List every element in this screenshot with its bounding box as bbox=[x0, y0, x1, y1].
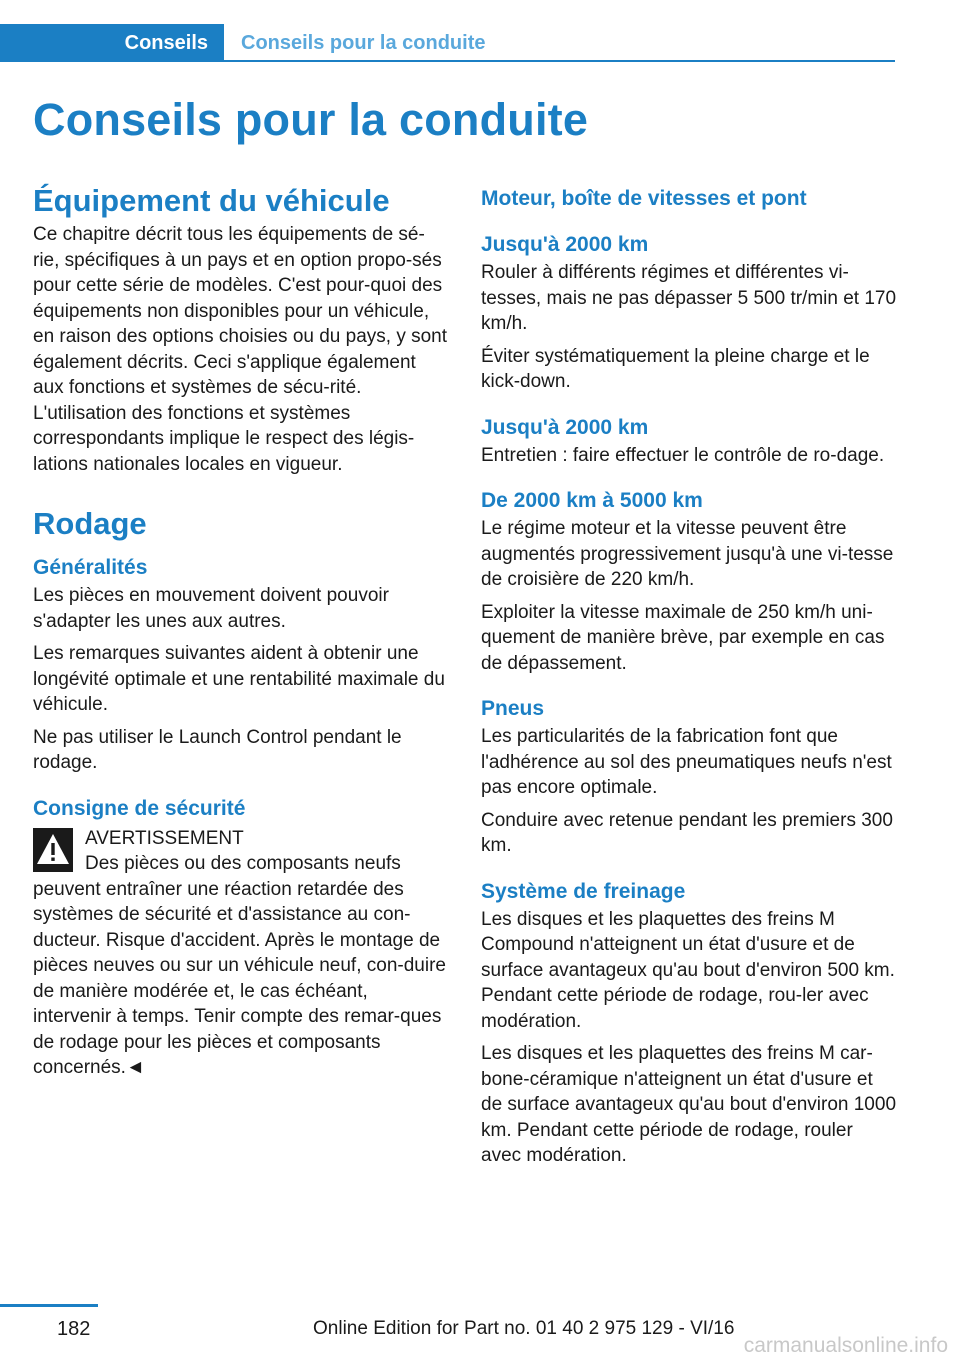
jusqua-2000-heading-1: Jusqu'à 2000 km bbox=[481, 233, 649, 256]
freinage-paragraph-2: Les disques et les plaquettes des freins M car-bone-céramique n'atteignent un état d'usure et de surface avantageux qu'au bout d'environ 1000 km. Pendant cette période de rodage, rouler avec modération. bbox=[481, 1043, 897, 1166]
pneus-paragraph-1: Les particularités de la fabrication font que l'adhérence au sol des pneumatiques neufs n'est pas encore optimale. bbox=[481, 726, 892, 798]
right-column bbox=[481, 180, 897, 1176]
left-column bbox=[33, 180, 449, 1088]
equipment-heading: Équipement du véhicule bbox=[33, 183, 390, 218]
de-2000-a-5000-paragraph-1: Le régime moteur et la vitesse peuvent être augmentés progressivement jusqu'à une vi-tesse de croisière de 220 km/h. bbox=[481, 518, 894, 590]
generalites-heading: Généralités bbox=[33, 556, 148, 579]
generalites-paragraph-3: Ne pas utiliser le Launch Control pendant le rodage. bbox=[33, 726, 402, 773]
pneus-heading: Pneus bbox=[481, 697, 545, 720]
jusqua-2000-paragraph-2: Éviter systématiquement la pleine charge et le kick-down. bbox=[481, 345, 870, 392]
jusqua-2000-paragraph-1: Rouler à différents régimes et différentes vi-tesses, mais ne pas dépasser 5 500 tr/min et 170 km/h. bbox=[481, 262, 897, 334]
generalites-paragraph-2: Les remarques suivantes aident à obtenir une longévité optimale et une rentabilité maximale du véhicule. bbox=[33, 643, 445, 715]
jusqua-2000-heading-2: Jusqu'à 2000 km bbox=[481, 415, 649, 439]
generalites-paragraph-1: Les pièces en mouvement doivent pouvoir s'adapter les unes aux autres. bbox=[33, 585, 389, 632]
header-bar bbox=[0, 0, 895, 62]
watermark: carmanualsonline.info bbox=[743, 1334, 948, 1357]
equipment-text: Ce chapitre décrit tous les équipements de sé-rie, spécifiques à un pays et en option propo-sés pour cette série de modèles. C'est pour-quoi des équipements non disponibles pour un véhicule, en raison des options choisies ou du pays, y sont également décrits. Ceci s'applique également aux fonctions et systèmes de sécu-rité. L'utilisation des fonctions et systèmes correspondants implique le respect des légis-lations nationales locales en vigueur. bbox=[33, 224, 448, 475]
page-number: 182 bbox=[57, 1318, 91, 1340]
entretien-paragraph: Entretien : faire effectuer le contrôle de ro-dage. bbox=[481, 444, 885, 466]
tab-conseils-conduite[interactable]: Conseils pour la conduite bbox=[241, 31, 486, 54]
freinage-paragraph-1: Les disques et les plaquettes des freins M Compound n'atteignent un état d'usure et de surface avantageux qu'au bout d'environ 500 km. Pendant cette période de rodage, rou-ler avec modération. bbox=[481, 908, 895, 1032]
warning-triangle-icon bbox=[33, 828, 73, 872]
securite-heading: Consigne de sécurité bbox=[33, 796, 246, 820]
de-2000-a-5000-paragraph-2: Exploiter la vitesse maximale de 250 km/h uni-quement de manière brève, par exemple en cas de dépassement. bbox=[481, 601, 885, 674]
footer-divider bbox=[0, 1304, 98, 1307]
moteur-heading: Moteur, boîte de vitesses et pont bbox=[481, 187, 807, 210]
edition-line: Online Edition for Part no. 01 40 2 975 129 - VI/16 bbox=[313, 1318, 735, 1339]
warning-block bbox=[33, 826, 449, 1081]
page-title: Conseils pour la conduite bbox=[33, 94, 589, 145]
rodage-heading: Rodage bbox=[33, 506, 147, 541]
tab-conseils[interactable]: Conseils bbox=[0, 24, 224, 62]
header-divider bbox=[224, 60, 895, 62]
warning-text: Des pièces ou des composants neufs peuvent entraîner une réaction retardée des systèmes de sécurité et d'assistance au con-ducteur. Risque d'accident. Après le montage de pièces neuves ou sur un véhicule neuf, con-duire de manière modérée et, le cas échéant, intervenir à temps. Tenir compte des remar-ques de rodage pour les pièces et composants concernés.◄ bbox=[33, 853, 446, 1078]
freinage-heading: Système de freinage bbox=[481, 879, 686, 903]
warning-title: AVERTISSEMENT bbox=[85, 827, 244, 849]
pneus-paragraph-2: Conduire avec retenue pendant les premiers 300 km. bbox=[481, 809, 893, 856]
de-2000-a-5000-heading: De 2000 km à 5000 km bbox=[481, 489, 703, 512]
